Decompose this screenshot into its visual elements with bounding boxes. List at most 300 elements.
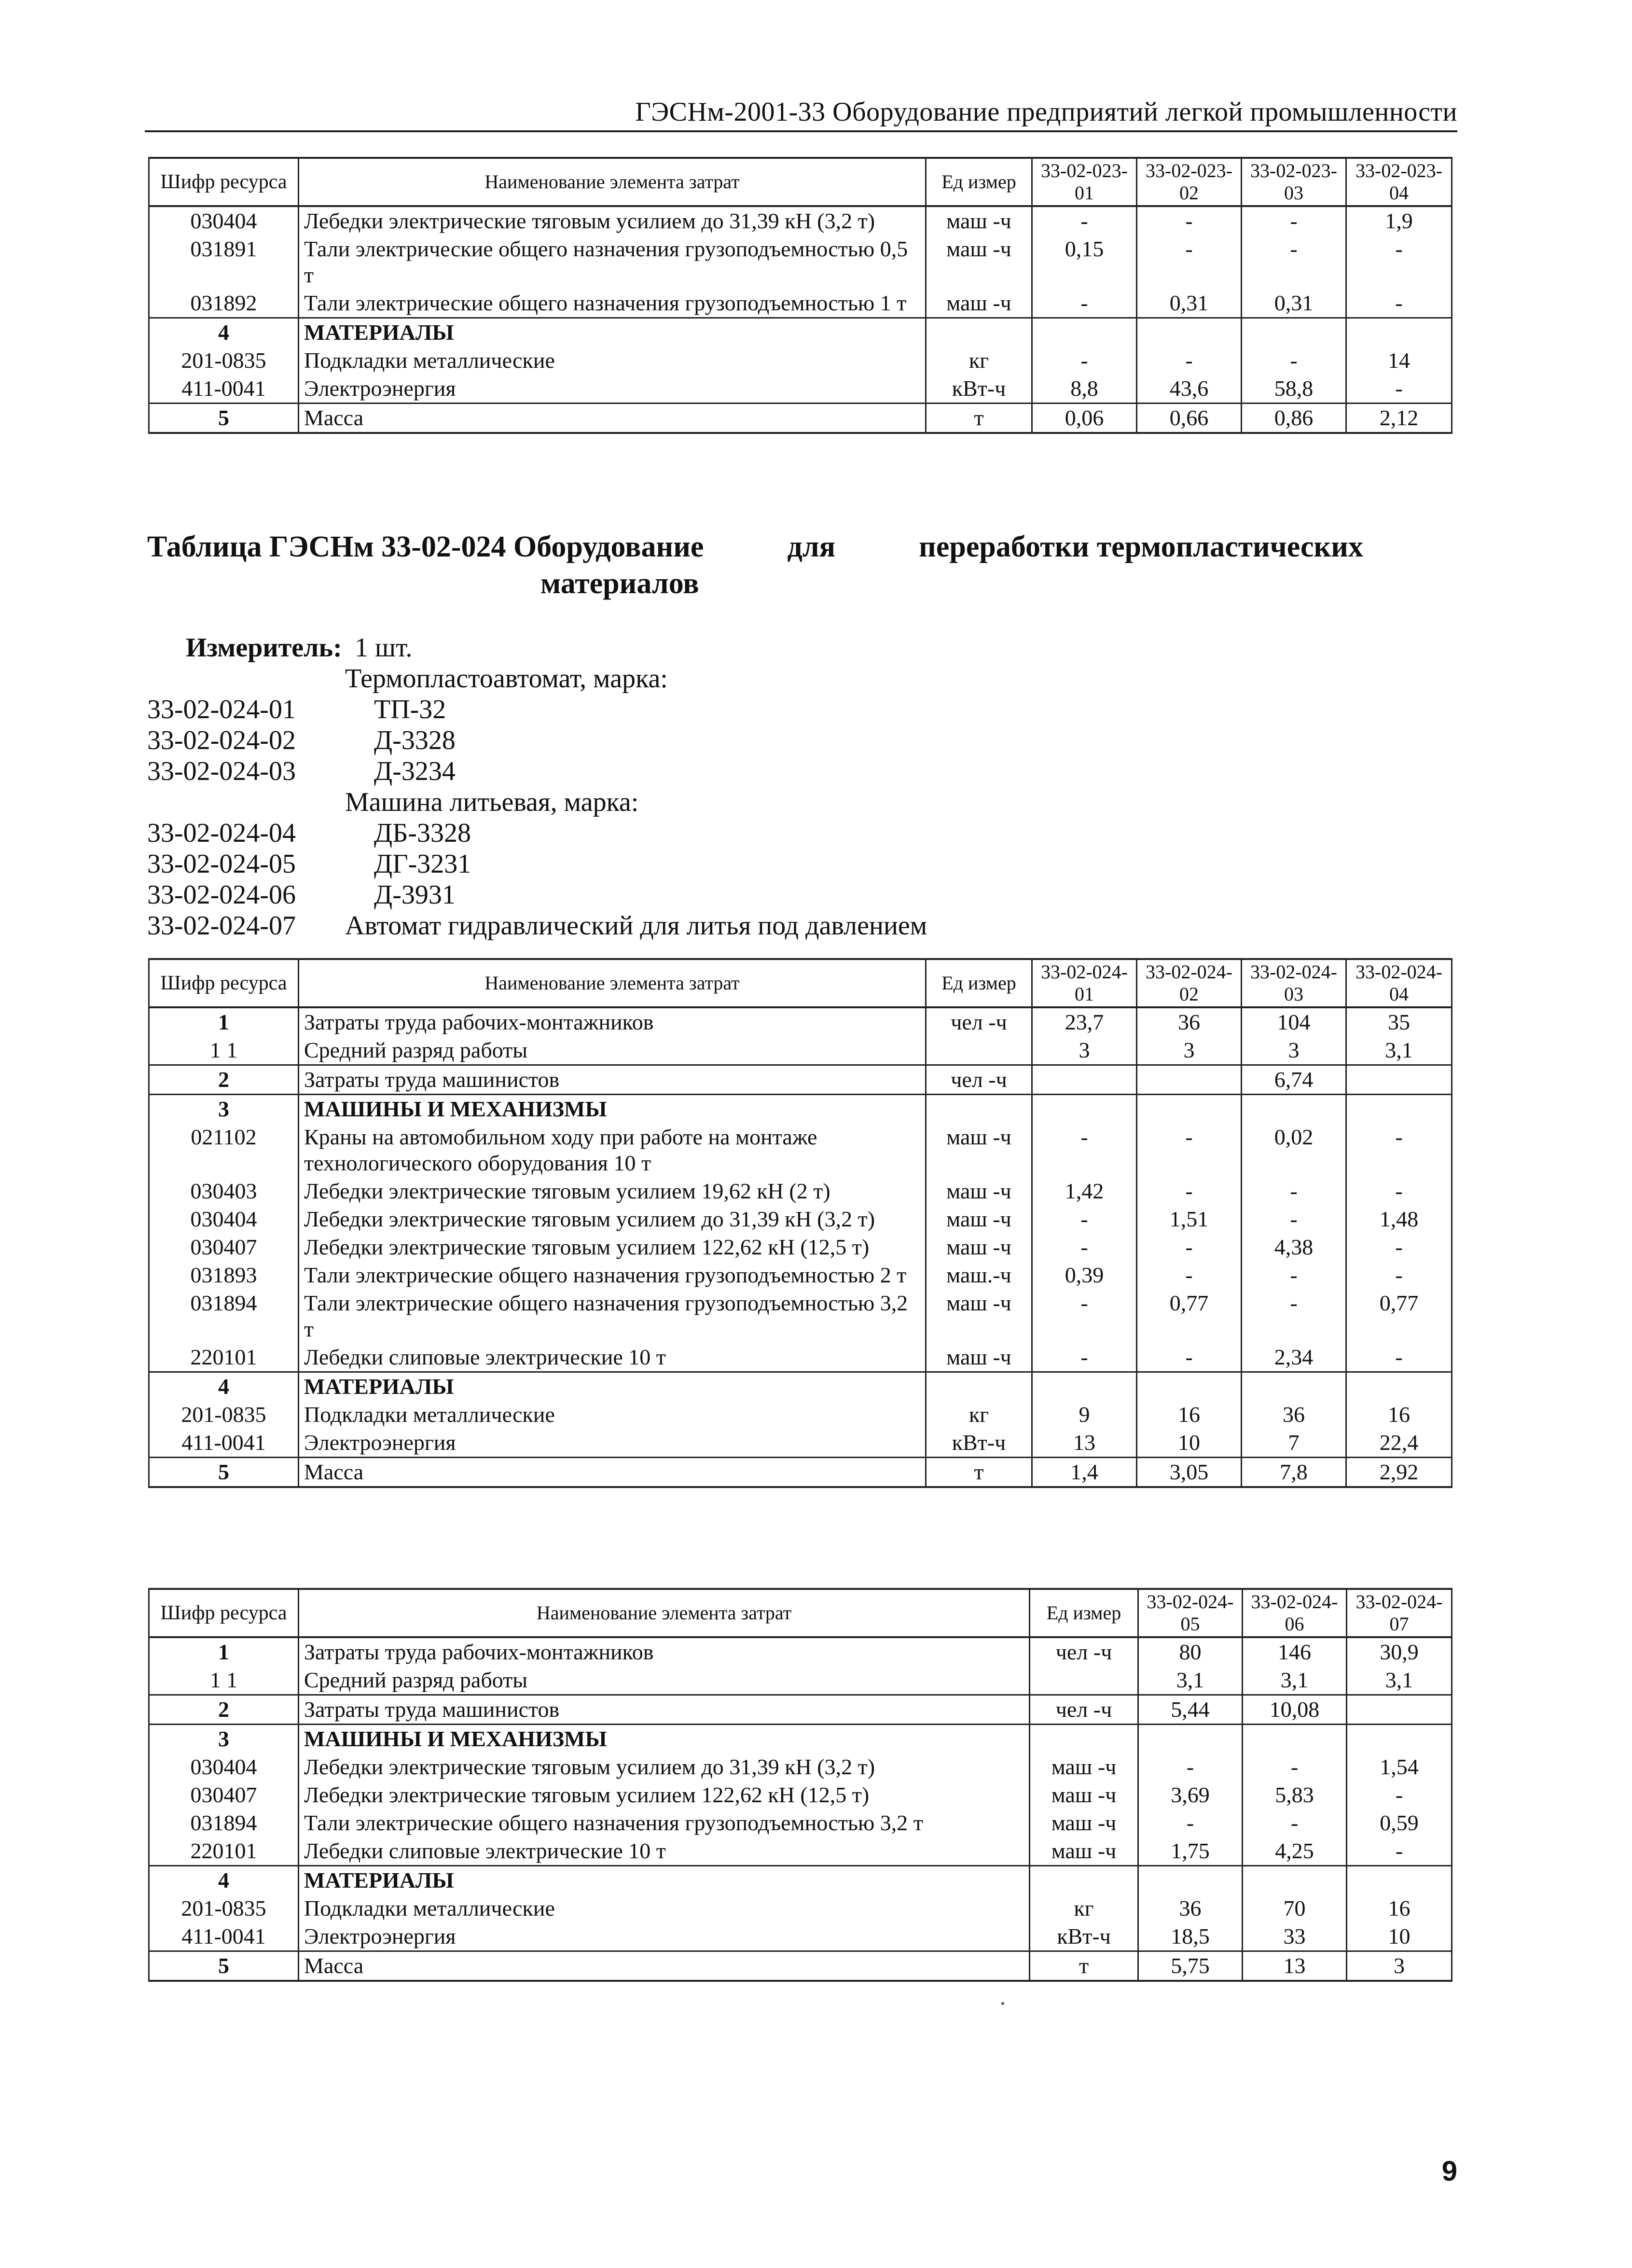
cell-code: 031894 [149, 1289, 299, 1343]
cell-value: 35 [1346, 1007, 1452, 1036]
cell-unit: маш -ч [1030, 1809, 1138, 1837]
cell-name: Лебедки электрические тяговым усилием до 31,39 кН (3,2 т) [299, 1753, 1030, 1781]
cell-value: 0,77 [1137, 1289, 1242, 1343]
cell-unit [1030, 1866, 1138, 1895]
cell-value: 0,77 [1346, 1289, 1452, 1343]
item-code: 33-02-024-07 [147, 911, 296, 941]
cell-code: 030404 [149, 1753, 299, 1781]
section-row [149, 1866, 1452, 1895]
cell-value: 4,38 [1242, 1233, 1346, 1261]
cell-value: 14 [1346, 347, 1452, 375]
cell-value: - [1138, 1809, 1243, 1837]
cell-name: Затраты труда машинистов [299, 1065, 926, 1095]
cell-value: 33 [1243, 1922, 1347, 1951]
cell-value [1346, 318, 1452, 347]
cell-name: Лебедки электрические тяговым усилием до 31,39 кН (3,2 т) [299, 206, 926, 235]
cell-value: - [1347, 1837, 1452, 1866]
cell-value [1346, 1095, 1452, 1124]
cell-value: - [1137, 1233, 1242, 1261]
col-header-code: Шифр ресурса [149, 1589, 299, 1637]
cell-unit: кВт-ч [926, 1429, 1032, 1458]
table-row [149, 1007, 1452, 1036]
cell-name: Тали электрические общего назначения грузоподъемностью 2 т [299, 1261, 926, 1289]
cell-code: 220101 [149, 1343, 299, 1372]
cell-unit: маш -ч [926, 289, 1032, 318]
cell-code: 030404 [149, 1205, 299, 1233]
cell-value: - [1137, 1343, 1242, 1372]
item-text: Д-3328 [374, 725, 456, 755]
cell-value: 13 [1243, 1951, 1347, 1981]
cell-value: 3,1 [1347, 1666, 1452, 1695]
table-row [149, 1429, 1452, 1458]
cell-value [1346, 1065, 1452, 1095]
cell-name: Средний разряд работы [299, 1666, 1030, 1695]
cell-value: - [1137, 206, 1242, 235]
cell-value [1032, 318, 1137, 347]
cell-value: 1,42 [1032, 1177, 1137, 1205]
cell-value: 3,1 [1346, 1036, 1452, 1065]
col-header-rate: 33-02-024-04 [1346, 959, 1452, 1007]
title-line-2: материалов [540, 567, 699, 600]
col-header-rate: 33-02-023-03 [1242, 158, 1346, 206]
cell-code: 2 [149, 1065, 299, 1095]
cell-code: 4 [149, 1866, 299, 1895]
table-row [149, 1289, 1452, 1343]
cell-code: 411-0041 [149, 1922, 299, 1951]
cell-value: 1,51 [1137, 1205, 1242, 1233]
cell-value: - [1137, 347, 1242, 375]
item-code: 33-02-024-06 [147, 880, 296, 910]
cell-unit: кВт-ч [926, 375, 1032, 404]
cell-name: Подкладки металлические [299, 347, 926, 375]
cell-name: Лебедки электрические тяговым усилием 122,62 кН (12,5 т) [299, 1233, 926, 1261]
cell-unit [926, 1036, 1032, 1065]
cell-value [1032, 1065, 1137, 1095]
cell-unit [926, 1095, 1032, 1124]
cell-value: 10 [1137, 1429, 1242, 1458]
cell-value [1242, 1372, 1346, 1401]
col-header-name: Наименование элемента затрат [299, 158, 926, 206]
table-header-row [149, 158, 1452, 206]
cell-value: 0,02 [1242, 1123, 1346, 1177]
cell-value: - [1346, 1343, 1452, 1372]
cell-value: - [1346, 235, 1452, 289]
section-title: МАТЕРИАЛЫ [299, 1866, 1030, 1895]
cell-unit: кг [926, 1401, 1032, 1429]
table-row [149, 1894, 1452, 1922]
col-header-rate: 33-02-024-07 [1347, 1589, 1452, 1637]
cell-value [1137, 1065, 1242, 1095]
section-title: МАТЕРИАЛЫ [299, 1372, 926, 1401]
list-item [147, 725, 1305, 756]
cell-code: 3 [149, 1725, 299, 1753]
item-code: 33-02-024-05 [147, 849, 296, 879]
table-row [149, 1123, 1452, 1177]
cell-name: Тали электрические общего назначения грузоподъемностью 3,2 т [299, 1289, 926, 1343]
cell-value: 0,86 [1242, 404, 1346, 433]
table-header-row [149, 1589, 1452, 1637]
table-row [149, 1637, 1452, 1666]
table-row [149, 1837, 1452, 1866]
table-row [149, 1809, 1452, 1837]
table-row [149, 1177, 1452, 1205]
cell-name: Электроэнергия [299, 1922, 1030, 1951]
col-header-rate: 33-02-024-05 [1138, 1589, 1243, 1637]
table-row [149, 1922, 1452, 1951]
cell-unit: маш.-ч [926, 1261, 1032, 1289]
cell-value [1347, 1866, 1452, 1895]
cell-value [1242, 318, 1346, 347]
item-text: ТП-32 [374, 695, 446, 724]
cell-unit: маш -ч [1030, 1837, 1138, 1866]
item-text: Автомат гидравлический для литья под давлением [345, 911, 927, 941]
cell-value: - [1032, 289, 1137, 318]
col-header-name: Наименование элемента затрат [299, 1589, 1030, 1637]
item-code: 33-02-024-02 [147, 725, 296, 755]
table-row [149, 235, 1452, 289]
cell-value: - [1032, 1343, 1137, 1372]
cell-code: 5 [149, 1951, 299, 1981]
cell-name: Электроэнергия [299, 1429, 926, 1458]
cell-value: - [1138, 1753, 1243, 1781]
cell-value: 36 [1138, 1894, 1243, 1922]
section-row [149, 1095, 1452, 1124]
cell-value: 0,66 [1137, 404, 1242, 433]
cell-name: Лебедки электрические тяговым усилием 122,62 кН (12,5 т) [299, 1781, 1030, 1809]
cell-unit [926, 318, 1032, 347]
col-header-code: Шифр ресурса [149, 959, 299, 1007]
cell-name: Затраты труда машинистов [299, 1695, 1030, 1725]
cell-unit: маш -ч [926, 1233, 1032, 1261]
table-row [149, 347, 1452, 375]
cell-value: 1,4 [1032, 1458, 1137, 1488]
cell-value: 58,8 [1242, 375, 1346, 404]
list-item [147, 756, 1305, 787]
table-row [149, 1781, 1452, 1809]
cell-value [1347, 1725, 1452, 1753]
cell-name: Тали электрические общего назначения грузоподъемностью 0,5 т [299, 235, 926, 289]
cell-unit [1030, 1666, 1138, 1695]
cell-value: 0,06 [1032, 404, 1137, 433]
cell-value: - [1032, 347, 1137, 375]
cell-unit: чел -ч [1030, 1637, 1138, 1666]
cell-value [1346, 1372, 1452, 1401]
cell-unit: т [1030, 1951, 1138, 1981]
cell-value: 36 [1242, 1401, 1346, 1429]
page-number: 9 [1441, 2156, 1457, 2187]
cell-value: 2,12 [1346, 404, 1452, 433]
cell-unit: маш -ч [926, 206, 1032, 235]
cell-name: Лебедки слиповые электрические 10 т [299, 1343, 926, 1372]
cell-code: 411-0041 [149, 375, 299, 404]
title-part: для [787, 530, 836, 563]
list-item [147, 818, 1305, 849]
cell-value: - [1032, 1289, 1137, 1343]
cell-value [1243, 1866, 1347, 1895]
cell-value: - [1032, 1123, 1137, 1177]
col-header-code: Шифр ресурса [149, 158, 299, 206]
cell-code: 220101 [149, 1837, 299, 1866]
table-row [149, 1036, 1452, 1065]
cell-name: Лебедки электрические тяговым усилием 19,62 кН (2 т) [299, 1177, 926, 1205]
item-code: 33-02-024-03 [147, 756, 296, 786]
cell-value: 13 [1032, 1429, 1137, 1458]
meter-label: Измеритель: [186, 633, 342, 663]
cell-value: 2,92 [1346, 1458, 1452, 1488]
cell-value [1137, 318, 1242, 347]
table-row [149, 1401, 1452, 1429]
cell-unit: т [926, 404, 1032, 433]
list-item [147, 879, 1305, 910]
table-row [149, 375, 1452, 404]
cell-value: - [1347, 1781, 1452, 1809]
table-row [149, 1458, 1452, 1488]
cell-value: 3 [1032, 1036, 1137, 1065]
table-row [149, 206, 1452, 235]
cell-unit: маш -ч [926, 235, 1032, 289]
resource-table-024-a [148, 958, 1452, 1488]
cell-code: 5 [149, 1458, 299, 1488]
cell-code: 1 [149, 1637, 299, 1666]
cell-name: Тали электрические общего назначения грузоподъемностью 3,2 т [299, 1809, 1030, 1837]
cell-name: Лебедки электрические тяговым усилием до 31,39 кН (3,2 т) [299, 1205, 926, 1233]
cell-unit: чел -ч [926, 1007, 1032, 1036]
section-title: МАШИНЫ И МЕХАНИЗМЫ [299, 1095, 926, 1124]
resource-table-024-b [148, 1588, 1452, 1982]
cell-code: 411-0041 [149, 1429, 299, 1458]
table-row [149, 1695, 1452, 1725]
cell-value: - [1346, 1261, 1452, 1289]
cell-value [1137, 1372, 1242, 1401]
cell-unit: кВт-ч [1030, 1922, 1138, 1951]
cell-name: Масса [299, 404, 926, 433]
cell-value: - [1137, 1261, 1242, 1289]
cell-unit: маш -ч [926, 1177, 1032, 1205]
cell-code: 021102 [149, 1123, 299, 1177]
cell-value: 8,8 [1032, 375, 1137, 404]
table-row [149, 289, 1452, 318]
cell-value: 2,34 [1242, 1343, 1346, 1372]
col-header-rate: 33-02-024-03 [1242, 959, 1346, 1007]
cell-value: 16 [1347, 1894, 1452, 1922]
cell-value: 1,54 [1347, 1753, 1452, 1781]
cell-unit: маш -ч [926, 1205, 1032, 1233]
cell-value: - [1242, 1289, 1346, 1343]
table-row [149, 1065, 1452, 1095]
cell-value: 3 [1347, 1951, 1452, 1981]
cell-name: Краны на автомобильном ходу при работе на монтаже технологического оборудования 10 т [299, 1123, 926, 1177]
col-header-rate: 33-02-024-06 [1243, 1589, 1347, 1637]
cell-value: 3,05 [1137, 1458, 1242, 1488]
cell-code: 030407 [149, 1233, 299, 1261]
cell-value: 3,1 [1138, 1666, 1243, 1695]
section-row [149, 318, 1452, 347]
cell-value: 1,9 [1346, 206, 1452, 235]
cell-value: - [1032, 206, 1137, 235]
section-title [147, 529, 1460, 602]
cell-unit: маш -ч [1030, 1781, 1138, 1809]
cell-value [1138, 1866, 1243, 1895]
cell-unit [926, 1372, 1032, 1401]
cell-value: 5,44 [1138, 1695, 1243, 1725]
col-header-rate: 33-02-023-02 [1137, 158, 1242, 206]
cell-value: - [1242, 347, 1346, 375]
cell-value: 1,48 [1346, 1205, 1452, 1233]
cell-name: Масса [299, 1458, 926, 1488]
cell-unit: чел -ч [1030, 1695, 1138, 1725]
cell-value: 0,39 [1032, 1261, 1137, 1289]
cell-value: 0,59 [1347, 1809, 1452, 1837]
cell-value: 30,9 [1347, 1637, 1452, 1666]
cell-code: 031891 [149, 235, 299, 289]
cell-value [1137, 1095, 1242, 1124]
cell-value: 3 [1242, 1036, 1346, 1065]
cell-value: 0,31 [1242, 289, 1346, 318]
list-item [147, 849, 1305, 879]
table-row [149, 1666, 1452, 1695]
resource-table-023 [148, 157, 1452, 434]
cell-name: Средний разряд работы [299, 1036, 926, 1065]
cell-name: Затраты труда рабочих-монтажников [299, 1637, 1030, 1666]
cell-code: 030403 [149, 1177, 299, 1205]
cell-unit: маш -ч [926, 1123, 1032, 1177]
cell-code: 3 [149, 1095, 299, 1124]
cell-value: 7 [1242, 1429, 1346, 1458]
cell-code: 031893 [149, 1261, 299, 1289]
cell-value: 36 [1137, 1007, 1242, 1036]
cell-value: 18,5 [1138, 1922, 1243, 1951]
running-header: ГЭСНм-2001-33 Оборудование предприятий легкой промышленности [145, 97, 1457, 132]
cell-name: Масса [299, 1951, 1030, 1981]
list-item [147, 694, 1305, 725]
cell-code: 2 [149, 1695, 299, 1725]
cell-value: - [1346, 289, 1452, 318]
cell-value: - [1242, 1205, 1346, 1233]
cell-value: - [1346, 375, 1452, 404]
cell-value: 0,15 [1032, 235, 1137, 289]
cell-value: 4,25 [1243, 1837, 1347, 1866]
cell-code: 1 1 [149, 1666, 299, 1695]
cell-value: - [1346, 1123, 1452, 1177]
cell-value: 6,74 [1242, 1065, 1346, 1095]
item-text: ДБ-3328 [374, 818, 471, 848]
title-part: Таблица ГЭСНм 33-02-024 Оборудование [147, 530, 704, 563]
cell-code: 201-0835 [149, 1401, 299, 1429]
cell-code: 5 [149, 404, 299, 433]
cell-value [1138, 1725, 1243, 1753]
cell-unit: маш -ч [926, 1343, 1032, 1372]
cell-code: 201-0835 [149, 1894, 299, 1922]
cell-name: Подкладки металлические [299, 1894, 1030, 1922]
table-row [149, 404, 1452, 433]
cell-value [1243, 1725, 1347, 1753]
table-row [149, 1753, 1452, 1781]
cell-unit: маш -ч [1030, 1753, 1138, 1781]
meter-value: 1 шт. [355, 633, 413, 663]
section-title: МАТЕРИАЛЫ [299, 318, 926, 347]
cell-code: 030407 [149, 1781, 299, 1809]
cell-value: 10,08 [1243, 1695, 1347, 1725]
cell-name: Подкладки металлические [299, 1401, 926, 1429]
item-text: Д-3234 [374, 756, 456, 786]
cell-value: - [1032, 1233, 1137, 1261]
cell-value: - [1137, 1123, 1242, 1177]
table-row [149, 1343, 1452, 1372]
cell-value: 10 [1347, 1922, 1452, 1951]
cell-code: 1 [149, 1007, 299, 1036]
cell-value: 7,8 [1242, 1458, 1346, 1488]
cell-value: - [1242, 1261, 1346, 1289]
cell-value [1242, 1095, 1346, 1124]
cell-value: 22,4 [1346, 1429, 1452, 1458]
col-header-unit: Ед измер [926, 959, 1032, 1007]
section-row [149, 1725, 1452, 1753]
cell-value: - [1346, 1233, 1452, 1261]
cell-value: 5,83 [1243, 1781, 1347, 1809]
cell-code: 4 [149, 1372, 299, 1401]
list-item [147, 910, 1305, 941]
section-row [149, 1372, 1452, 1401]
col-header-unit: Ед измер [926, 158, 1032, 206]
cell-value: 9 [1032, 1401, 1137, 1429]
cell-value [1032, 1372, 1137, 1401]
col-header-name: Наименование элемента затрат [299, 959, 926, 1007]
cell-value: 3,1 [1243, 1666, 1347, 1695]
cell-code: 030404 [149, 206, 299, 235]
cell-code: 031894 [149, 1809, 299, 1837]
cell-value: - [1242, 1177, 1346, 1205]
col-header-rate: 33-02-023-01 [1032, 158, 1137, 206]
item-text: ДГ-3231 [374, 849, 471, 879]
cell-unit: кг [926, 347, 1032, 375]
table-row [149, 1233, 1452, 1261]
cell-value: 0,31 [1137, 289, 1242, 318]
cell-value: 16 [1137, 1401, 1242, 1429]
cell-value: - [1137, 235, 1242, 289]
cell-value: - [1032, 1205, 1137, 1233]
item-code: 33-02-024-01 [147, 695, 296, 724]
table-row [149, 1205, 1452, 1233]
col-header-rate: 33-02-024-02 [1137, 959, 1242, 1007]
table-row [149, 1261, 1452, 1289]
cell-value [1347, 1695, 1452, 1725]
cell-value: 104 [1242, 1007, 1346, 1036]
group-title: Машина литьевая, марка: [345, 787, 639, 817]
section-title: МАШИНЫ И МЕХАНИЗМЫ [299, 1725, 1030, 1753]
group-title: Термопластоавтомат, марка: [345, 664, 668, 694]
cell-value: 43,6 [1137, 375, 1242, 404]
cell-value: 70 [1243, 1894, 1347, 1922]
cell-value: 16 [1346, 1401, 1452, 1429]
cell-value: - [1346, 1177, 1452, 1205]
cell-name: Затраты труда рабочих-монтажников [299, 1007, 926, 1036]
cell-value: - [1242, 235, 1346, 289]
cell-name: Электроэнергия [299, 375, 926, 404]
col-header-unit: Ед измер [1030, 1589, 1138, 1637]
cell-unit: чел -ч [926, 1065, 1032, 1095]
cell-unit: кг [1030, 1894, 1138, 1922]
cell-code: 031892 [149, 289, 299, 318]
title-part: переработки термопластических [919, 530, 1363, 563]
cell-value: 1,75 [1138, 1837, 1243, 1866]
cell-name: Тали электрические общего назначения грузоподъемностью 1 т [299, 289, 926, 318]
cell-value: - [1137, 1177, 1242, 1205]
col-header-rate: 33-02-024-01 [1032, 959, 1137, 1007]
cell-code: 201-0835 [149, 347, 299, 375]
cell-value: 146 [1243, 1637, 1347, 1666]
cell-unit: маш -ч [926, 1289, 1032, 1343]
item-text: Д-3931 [374, 880, 456, 910]
